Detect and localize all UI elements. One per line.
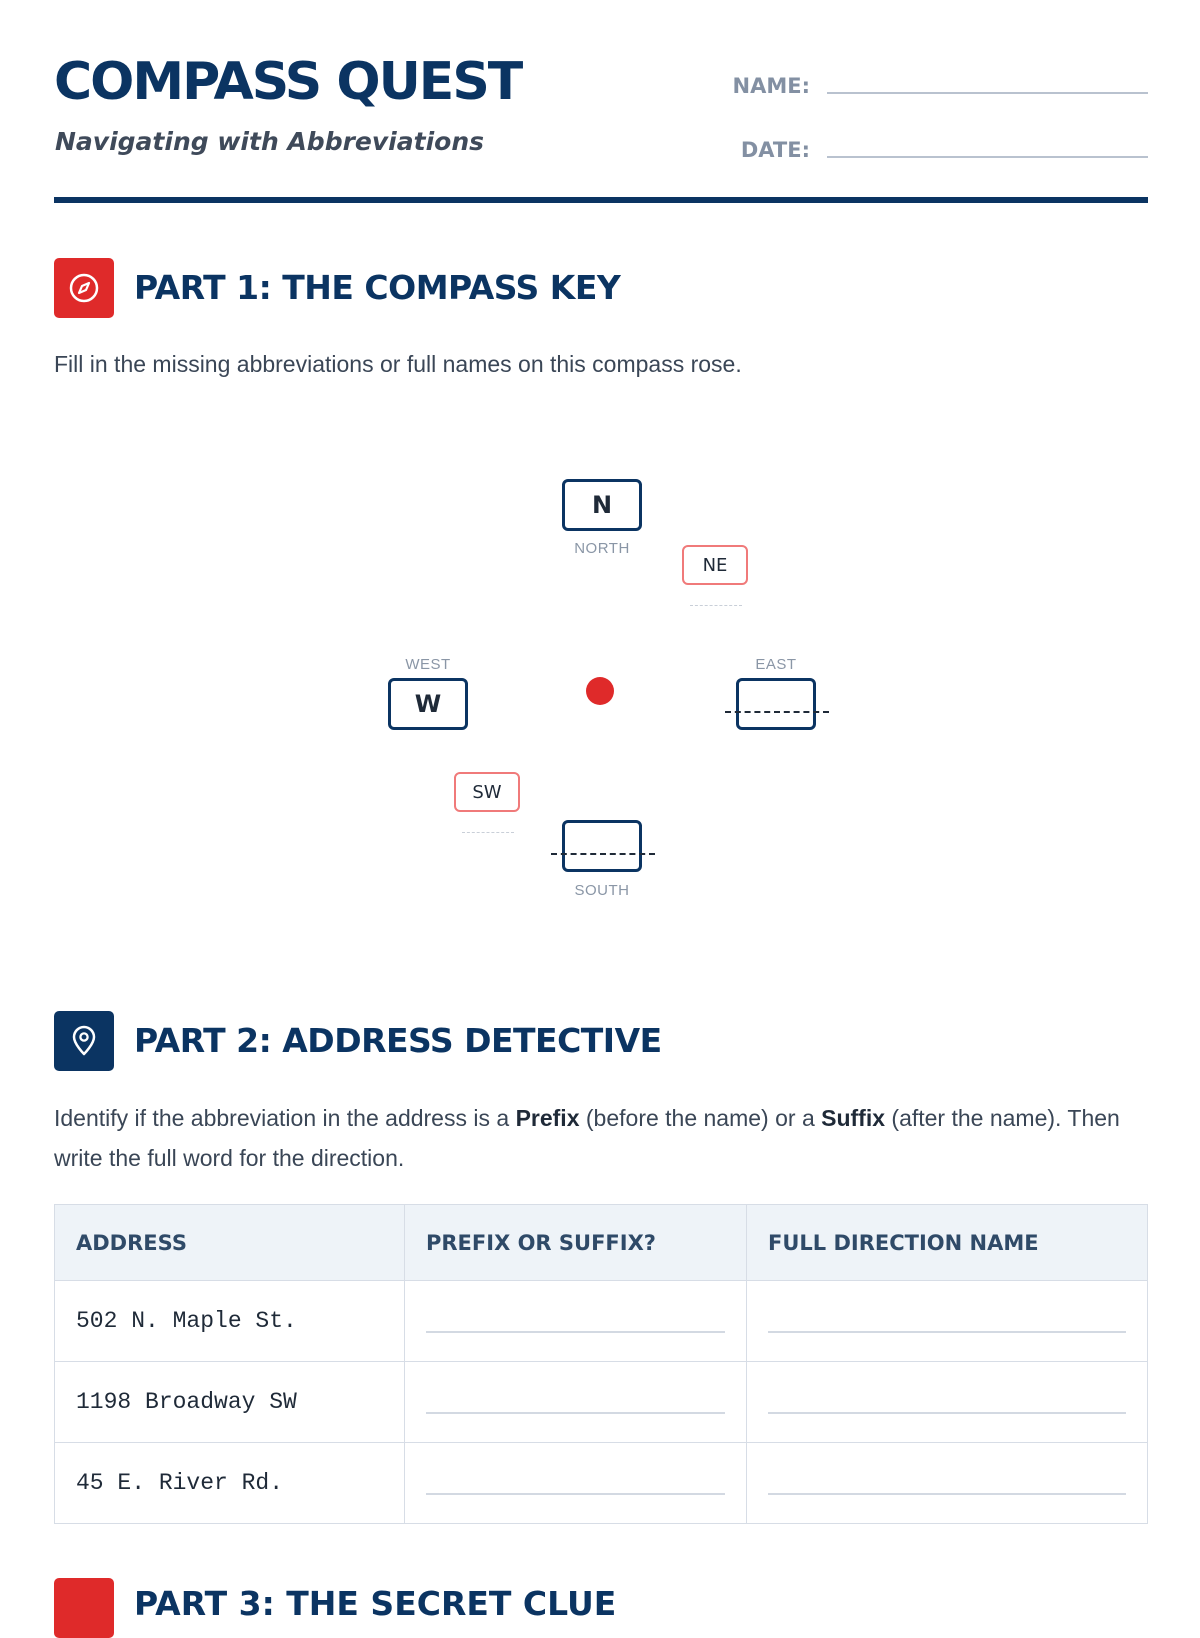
instr-text-1: Identify if the abbreviation in the address is a xyxy=(54,1105,516,1131)
compass-ne-answer-line[interactable] xyxy=(690,605,742,606)
address-cell: 502 N. Maple St. xyxy=(55,1281,405,1362)
compass-east-blank xyxy=(725,711,829,713)
compass-sw-box xyxy=(454,772,520,812)
compass-icon xyxy=(54,258,114,318)
table-row xyxy=(55,1443,1148,1524)
compass-south-label: SOUTH xyxy=(574,882,630,899)
clue-icon xyxy=(54,1578,114,1638)
compass-north-label: NORTH xyxy=(574,540,630,557)
part3-title: PART 3: THE SECRET CLUE xyxy=(134,1584,617,1623)
part1-title: PART 1: THE COMPASS KEY xyxy=(134,268,621,307)
answer-line xyxy=(768,1493,1126,1495)
table-row xyxy=(55,1281,1148,1362)
header-divider xyxy=(54,197,1148,203)
answer-line xyxy=(768,1412,1126,1414)
compass-north-abbr: N xyxy=(591,491,613,519)
answer-line xyxy=(768,1331,1126,1333)
answer-line xyxy=(426,1412,725,1414)
compass-south-blank xyxy=(551,853,655,855)
col-address: ADDRESS xyxy=(55,1205,405,1281)
compass-center-dot xyxy=(586,677,614,705)
worksheet-subtitle: Navigating with Abbreviations xyxy=(55,127,484,156)
compass-ne-box xyxy=(682,545,748,585)
col-prefix-suffix: PREFIX OR SUFFIX? xyxy=(405,1205,747,1281)
name-label: NAME: xyxy=(732,74,810,98)
worksheet-title: COMPASS QUEST xyxy=(54,52,522,112)
prefix-suffix-cell[interactable] xyxy=(405,1443,747,1524)
instr-prefix: Prefix xyxy=(515,1105,580,1131)
name-field[interactable] xyxy=(827,92,1148,94)
date-field[interactable] xyxy=(827,156,1148,158)
table-header-row xyxy=(55,1205,1148,1281)
compass-sw-answer-line[interactable] xyxy=(462,832,514,833)
compass-ne-abbr: NE xyxy=(702,554,728,576)
compass-west-label: WEST xyxy=(405,656,451,673)
answer-line xyxy=(426,1331,725,1333)
compass-east-box[interactable] xyxy=(736,678,816,730)
full-direction-cell[interactable] xyxy=(747,1281,1148,1362)
compass-west-abbr: W xyxy=(414,690,442,718)
part1-instructions: Fill in the missing abbreviations or full names on this compass rose. xyxy=(54,351,742,377)
answer-line xyxy=(426,1493,725,1495)
prefix-suffix-cell[interactable] xyxy=(405,1362,747,1443)
instr-text-3: (after the name). Then write the full word for the direction. xyxy=(54,1105,1120,1171)
compass-sw-abbr: SW xyxy=(472,781,502,803)
address-table xyxy=(54,1204,1148,1524)
instr-text-2: (before the name) or a xyxy=(579,1105,822,1131)
compass-east-label: EAST xyxy=(755,656,797,673)
col-full-direction: FULL DIRECTION NAME xyxy=(747,1205,1148,1281)
compass-west-box xyxy=(388,678,468,730)
part2-title: PART 2: ADDRESS DETECTIVE xyxy=(134,1021,662,1060)
compass-south-box[interactable] xyxy=(562,820,642,872)
full-direction-cell[interactable] xyxy=(747,1362,1148,1443)
instr-suffix: Suffix xyxy=(821,1105,886,1131)
map-pin-icon xyxy=(54,1011,114,1071)
prefix-suffix-cell[interactable] xyxy=(405,1281,747,1362)
full-direction-cell[interactable] xyxy=(747,1443,1148,1524)
address-cell: 45 E. River Rd. xyxy=(55,1443,405,1524)
compass-north-box xyxy=(562,479,642,531)
address-cell: 1198 Broadway SW xyxy=(55,1362,405,1443)
part2-instructions xyxy=(54,1098,1148,1178)
date-label: DATE: xyxy=(740,138,810,162)
table-row xyxy=(55,1362,1148,1443)
